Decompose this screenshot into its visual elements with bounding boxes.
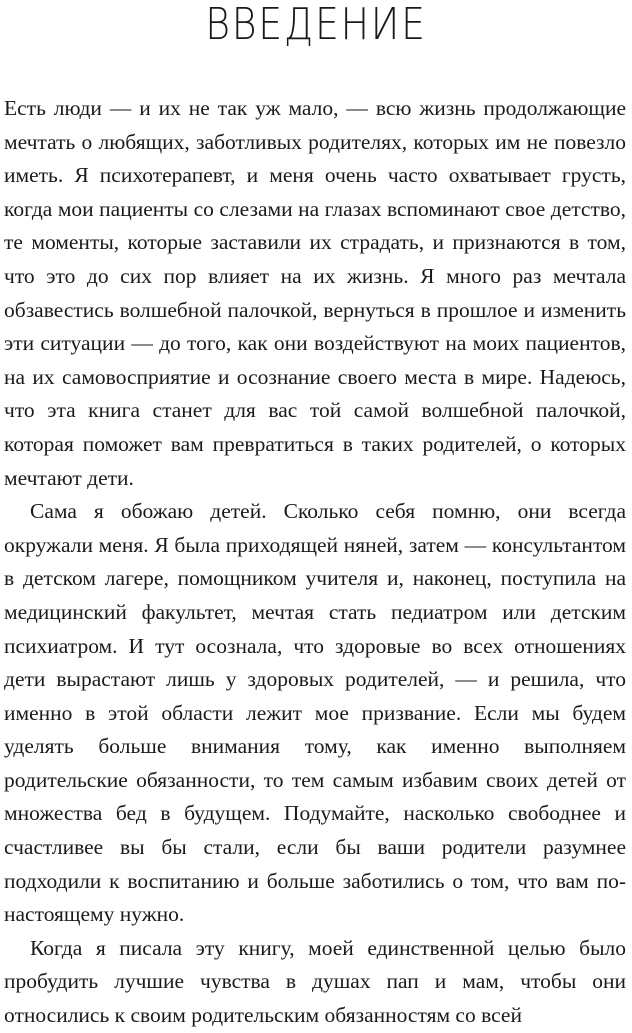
body-text [4,92,626,1033]
paragraph-2: Сама я обожаю детей. Сколько себя помню, они всегда окружали меня. Я была приходящей няней, затем — консультантом в детском лагере, помощником учителя и, наконец, поступила на медицинский факультет, мечтая стать педиатром или детским психиатром. И тут осознала, что здоровые во всех отношениях дети вырастают лишь у здоровых родителей, — и решила, что именно в этой области лежит мое призвание. Если мы будем уделять больше внимания тому, как именно выполняем родительские обязанности, то тем самым избавим своих детей от множества бед в будущем. Подумайте, насколько свободнее и счастливее вы бы стали, если бы ваши родители разумнее подходили к воспитанию и больше заботились о том, что вам по-настоящему нужно. [4,499,626,927]
paragraph-1: Есть люди — и их не так уж мало, — всю жизнь продолжающие мечтать о любящих, заботливых родителях, которых им не повезло иметь. Я психотерапевт, и меня очень часто охватывает грусть, когда мои пациенты со слезами на глазах вспоминают свое детство, те моменты, которые заставили их страдать, и признаются в том, что это до сих пор влияет на их жизнь. Я много раз мечтала обзавестись волшебной палочкой, вернуться в прошлое и изменить эти ситуации — до того, как они воздействуют на моих пациентов, на их самовосприятие и осознание своего места в мире. Надеюсь, что эта книга станет для вас той самой волшебной палочкой, которая поможет вам превратиться в таких родителей, о которых мечтают дети. [4,96,626,490]
chapter-title: ВВЕДЕНИЕ [205,0,427,50]
paragraph-3: Когда я писала эту книгу, моей единственной целью было пробудить лучшие чувства в душах пап и мам, чтобы они относились к своим родительским обязанностям со всей [4,935,626,1028]
